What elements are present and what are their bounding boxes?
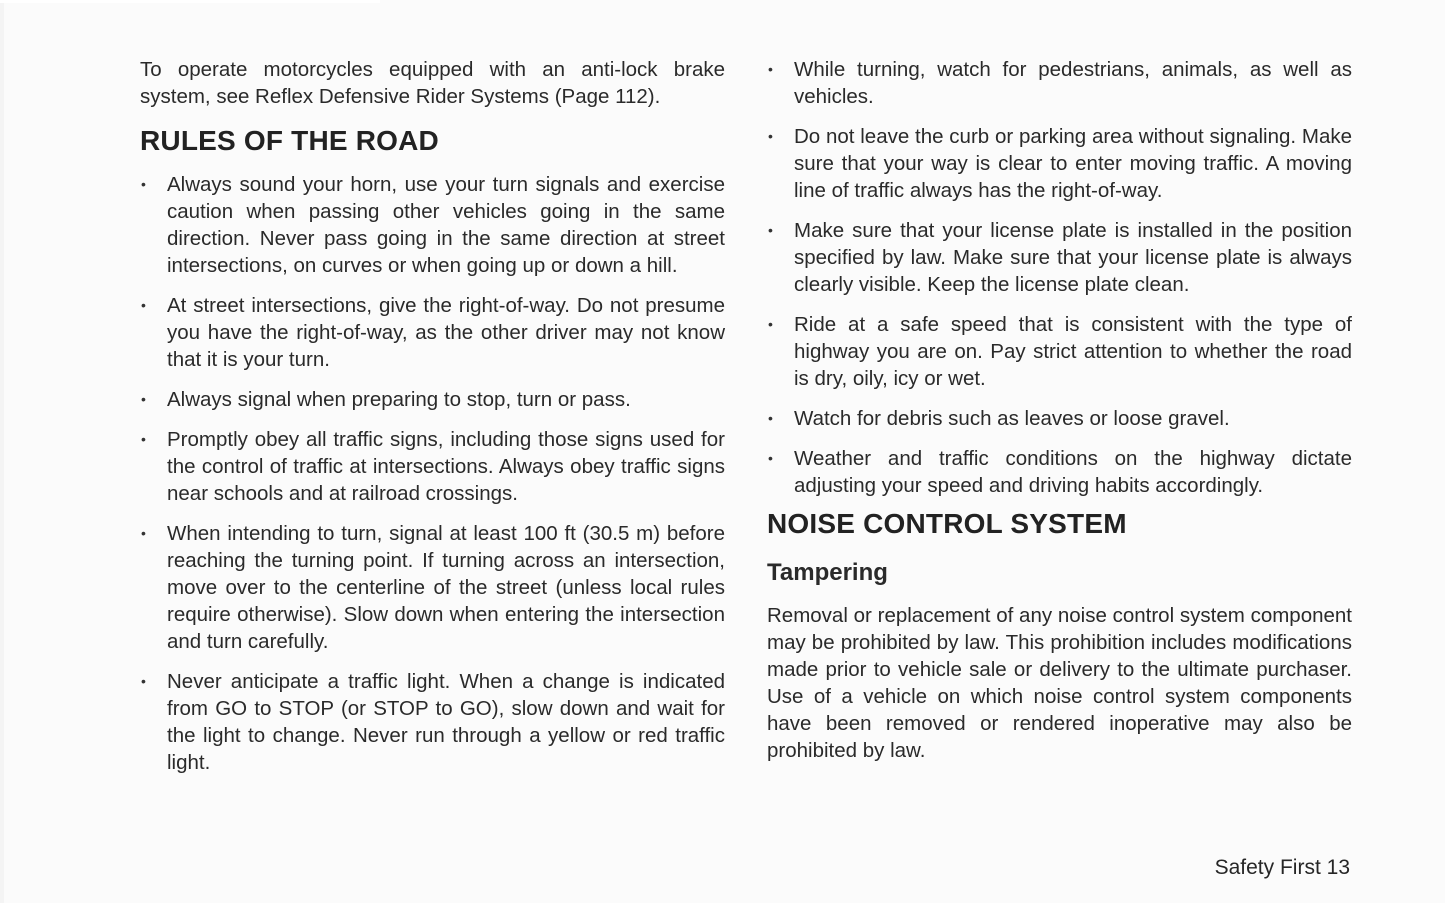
intro-paragraph: To operate motorcycles equipped with an anti-lock brake system, see Reflex Defensive Rider Systems (Page 112). [140,58,725,108]
bullet-icon: • [768,222,773,238]
bullet-icon: • [768,410,773,426]
right-column [767,56,1352,764]
list-item: • At street intersections, give the right-of-way. Do not presume you have the right-of-way, as the other driver may not know that it is your turn. [141,294,725,371]
list-item: • Do not leave the curb or parking area without signaling. Make sure that your way is clear to enter moving traffic. A moving line of traffic always has the right-of-way. [768,125,1352,202]
page-edge-shadow [0,0,4,903]
bullet-icon: • [141,297,146,313]
list-item: • Promptly obey all traffic signs, including those signs used for the control of traffic at intersections. Always obey traffic signs near schools and at railroad crossings. [141,428,725,505]
list-item: • Never anticipate a traffic light. When a change is indicated from GO to STOP (or STOP to GO), slow down and wait for the light to change. Never run through a yellow or red traffic light. [141,670,725,774]
bullet-icon: • [141,431,146,447]
road-safety-list [767,56,1352,499]
bullet-icon: • [768,450,773,466]
bullet-icon: • [141,391,146,407]
list-item: • Watch for debris such as leaves or loose gravel. [768,407,1230,430]
footer-section-title: Safety First [1214,856,1321,879]
bullet-icon: • [768,316,773,332]
list-item: • While turning, watch for pedestrians, animals, as well as vehicles. [768,58,1352,108]
list-item: • When intending to turn, signal at least 100 ft (30.5 m) before reaching the turning point. If turning across an intersection, move over to the centerline of the street (unless local rules require otherwise). Slow down when entering the intersection and turn carefully. [141,522,725,653]
bullet-icon: • [768,128,773,144]
tampering-subheading: Tampering [767,559,888,586]
left-column [140,56,725,789]
noise-control-system-heading: NOISE CONTROL SYSTEM [767,508,1127,539]
list-item: • Always signal when preparing to stop, turn or pass. [141,388,631,411]
rules-of-the-road-heading: RULES OF THE ROAD [140,125,439,156]
bullet-icon: • [141,673,146,689]
page-top-highlight [0,0,380,3]
list-item: • Always sound your horn, use your turn signals and exercise caution when passing other vehicles going in the same direction. Never pass going in the same direction at street intersections, on curves or when going up or down a hill. [141,173,725,277]
bullet-icon: • [141,525,146,541]
rules-list [140,171,725,776]
page-footer [1215,854,1350,881]
bullet-icon: • [141,176,146,192]
list-item: • Weather and traffic conditions on the highway dictate adjusting your speed and driving habits accordingly. [768,447,1352,497]
tampering-paragraph: Removal or replacement of any noise control system component may be prohibited by law. This prohibition includes modifications made prior to vehicle sale or delivery to the ultimate purchaser. Use of a vehicle on which noise control system components have been removed or rendered inoperative may also be prohibited by law. [767,604,1352,762]
list-item: • Make sure that your license plate is installed in the position specified by law. Make sure that your license plate is always clearly visible. Keep the license plate clean. [768,219,1352,296]
page-number: 13 [1326,856,1350,879]
bullet-icon: • [768,61,773,77]
list-item: • Ride at a safe speed that is consistent with the type of highway you are on. Pay strict attention to whether the road is dry, oily, icy or wet. [768,313,1352,390]
